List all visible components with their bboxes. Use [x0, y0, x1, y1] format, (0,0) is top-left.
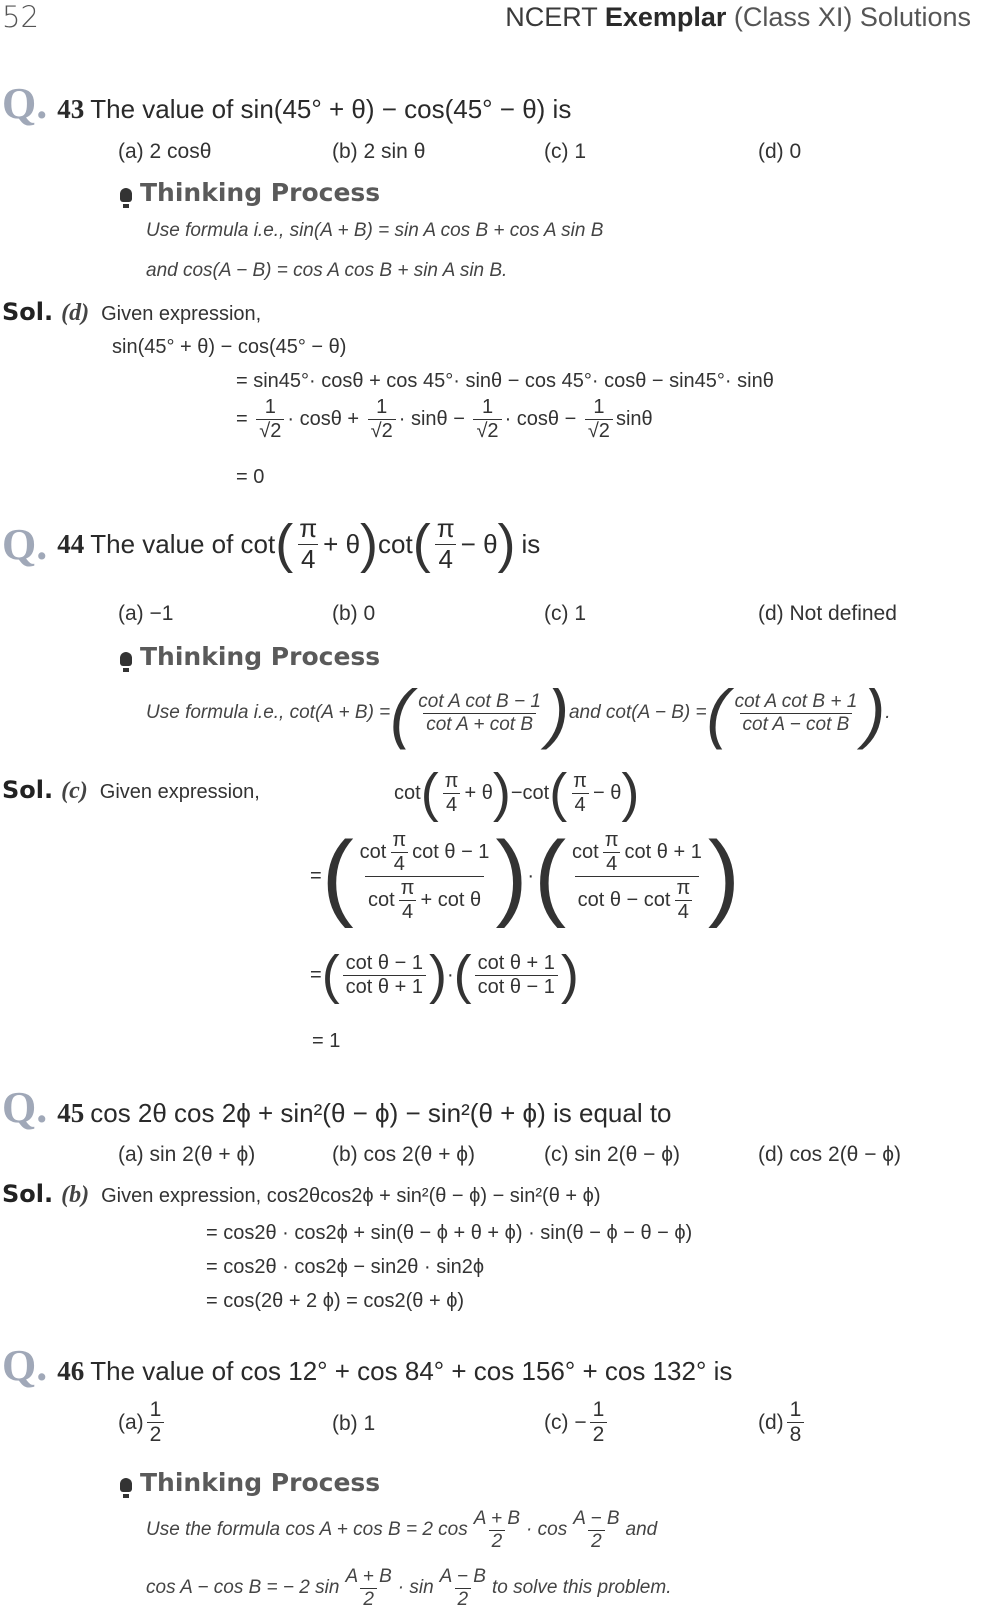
option-a: (a) $\frac{1}{2}$: [118, 1398, 167, 1447]
question-44: Q. 44 The value of cot ( $\frac{\pi}{4}$ + θ ) cot ( $\frac{\pi}{4}$ − θ ) is: [2, 513, 541, 575]
option-d: (d) $\frac{1}{8}$: [758, 1398, 807, 1447]
sol-label: Sol.: [2, 776, 54, 804]
sol-line-4: = cos(2θ + 2 ϕ) = cos2(θ + ϕ): [206, 1290, 465, 1312]
page-number: 52: [2, 0, 39, 34]
option-b: (b) 0: [332, 602, 376, 625]
question-marker: Q.: [2, 519, 48, 569]
lightbulb-icon: [120, 188, 132, 202]
solution-header: [2, 298, 261, 327]
title-suffix: (Class XI) Solutions: [733, 2, 971, 32]
sol-line-2: = cos2θ · cos2ϕ + sin(θ − ϕ + θ + ϕ) · sin(θ − ϕ − θ − ϕ): [206, 1222, 693, 1244]
solution-header: [2, 1180, 600, 1209]
option-d: (d) 0: [758, 140, 802, 163]
option-c: (c) sin 2(θ − ϕ): [544, 1143, 681, 1166]
tp-formula: Use formula i.e., cot(A + B) = ( $\frac{\text{cot A cot B − 1}}{\text{cot A + cot B}}$ ) and cot(A − B) = ( $\frac{\text{cot A cot B + 1}}{\text{cot A − cot B}}$ ) .: [146, 676, 891, 750]
question-marker: Q.: [2, 1083, 48, 1132]
sol-line-1: sin(45° + θ) − cos(45° − θ): [112, 336, 347, 358]
option-a: (a) −1: [118, 602, 174, 625]
sol-step-1: = ( cot $\frac{\pi}{4}$ cot θ − 1 cot $\frac{\pi}{4}$ + cot θ ) · ( cot $\frac{\pi}{4}$ cot θ + 1 cot θ − cot $\frac{\pi}{4}$ ): [310, 822, 740, 929]
option-c: (c) 1: [544, 602, 586, 625]
tp-line-1: Use the formula cos A + cos B = 2 cos $\frac{A + B}{2}$ · cos $\frac{A - B}{2}$ and: [146, 1508, 658, 1552]
sol-line-3: = cos2θ · cos2ϕ − sin2θ · sin2ϕ: [206, 1256, 485, 1278]
question-46: [2, 1340, 732, 1391]
question-number: 44: [57, 528, 85, 559]
option-b: (b) 2 sin θ: [332, 140, 426, 163]
sol-line-3: = $\frac{1}{√2}$ · cosθ + $\frac{1}{√2}$ · sinθ − $\frac{1}{√2}$ · cosθ − $\frac{1}{√2}$ sinθ: [236, 396, 653, 442]
sol-answer: (b): [61, 1182, 90, 1208]
sol-label: Sol.: [2, 298, 54, 326]
option-a: (a) sin 2(θ + ϕ): [118, 1143, 256, 1166]
sol-intro: Given expression,: [99, 781, 260, 803]
option-b: (b) cos 2(θ + ϕ): [332, 1143, 476, 1166]
tp-line-2: cos A − cos B = − 2 sin $\frac{A + B}{2}$ · sin $\frac{A - B}{2}$ to solve this problem.: [146, 1566, 672, 1610]
sol-expression: cot ( $\frac{\pi}{4}$ + θ ) −cot ( $\frac{\pi}{4}$ − θ ): [394, 763, 640, 823]
sol-answer: (c): [61, 778, 88, 804]
question-45: [2, 1082, 672, 1133]
lightbulb-icon: [120, 1478, 132, 1492]
sol-intro: Given expression,: [101, 303, 262, 325]
lightbulb-icon: [120, 652, 132, 666]
sol-line-2: = sin45°· cosθ + cos 45°· sinθ − cos 45°· cosθ − sin45°· sinθ: [236, 370, 774, 392]
option-c: (c) − $\frac{1}{2}$: [544, 1398, 610, 1447]
title-bold: Exemplar: [604, 2, 727, 32]
question-text: The value of cos 12° + cos 84° + cos 156° + cos 132° is: [90, 1356, 733, 1386]
sol-line-1: Given expression, cos2θcos2ϕ + sin²(θ − ϕ) − sin²(θ + ϕ): [101, 1185, 601, 1207]
question-text: cos 2θ cos 2ϕ + sin²(θ − ϕ) − sin²(θ + ϕ) is equal to: [90, 1098, 672, 1128]
book-title: [505, 2, 971, 33]
title-prefix: NCERT: [505, 2, 598, 32]
sol-result: = 1: [312, 1030, 341, 1052]
question-marker: Q.: [2, 1341, 48, 1390]
thinking-process-heading: Thinking Process: [120, 178, 380, 207]
option-a: (a) 2 cosθ: [118, 140, 212, 163]
question-number: 45: [57, 1098, 85, 1128]
option-c: (c) 1: [544, 140, 586, 163]
question-43: [2, 78, 571, 129]
thinking-process-heading: Thinking Process: [120, 1468, 380, 1497]
sol-step-2: = ( $\frac{\text{cot θ − 1}}{\text{cot θ + 1}}$ ) · ( $\frac{\text{cot θ + 1}}{\text{cot θ − 1}}$ ): [310, 945, 579, 1005]
question-number: 46: [57, 1356, 85, 1386]
tp-line-2: and cos(A − B) = cos A cos B + sin A sin B.: [146, 260, 508, 281]
question-number: 43: [57, 94, 85, 124]
sol-label: Sol.: [2, 1180, 54, 1208]
question-marker: Q.: [2, 79, 48, 128]
sol-answer: (d): [61, 300, 90, 326]
solution-header: [2, 776, 260, 805]
sol-line-4: = 0: [236, 466, 265, 488]
tp-line-1: Use formula i.e., sin(A + B) = sin A cos B + cos A sin B: [146, 220, 604, 241]
option-d: (d) Not defined: [758, 602, 897, 625]
option-b: (b) 1: [332, 1412, 376, 1435]
question-text: The value of sin(45° + θ) − cos(45° − θ) is: [90, 94, 572, 124]
thinking-process-heading: Thinking Process: [120, 642, 380, 671]
option-d: (d) cos 2(θ − ϕ): [758, 1143, 902, 1166]
